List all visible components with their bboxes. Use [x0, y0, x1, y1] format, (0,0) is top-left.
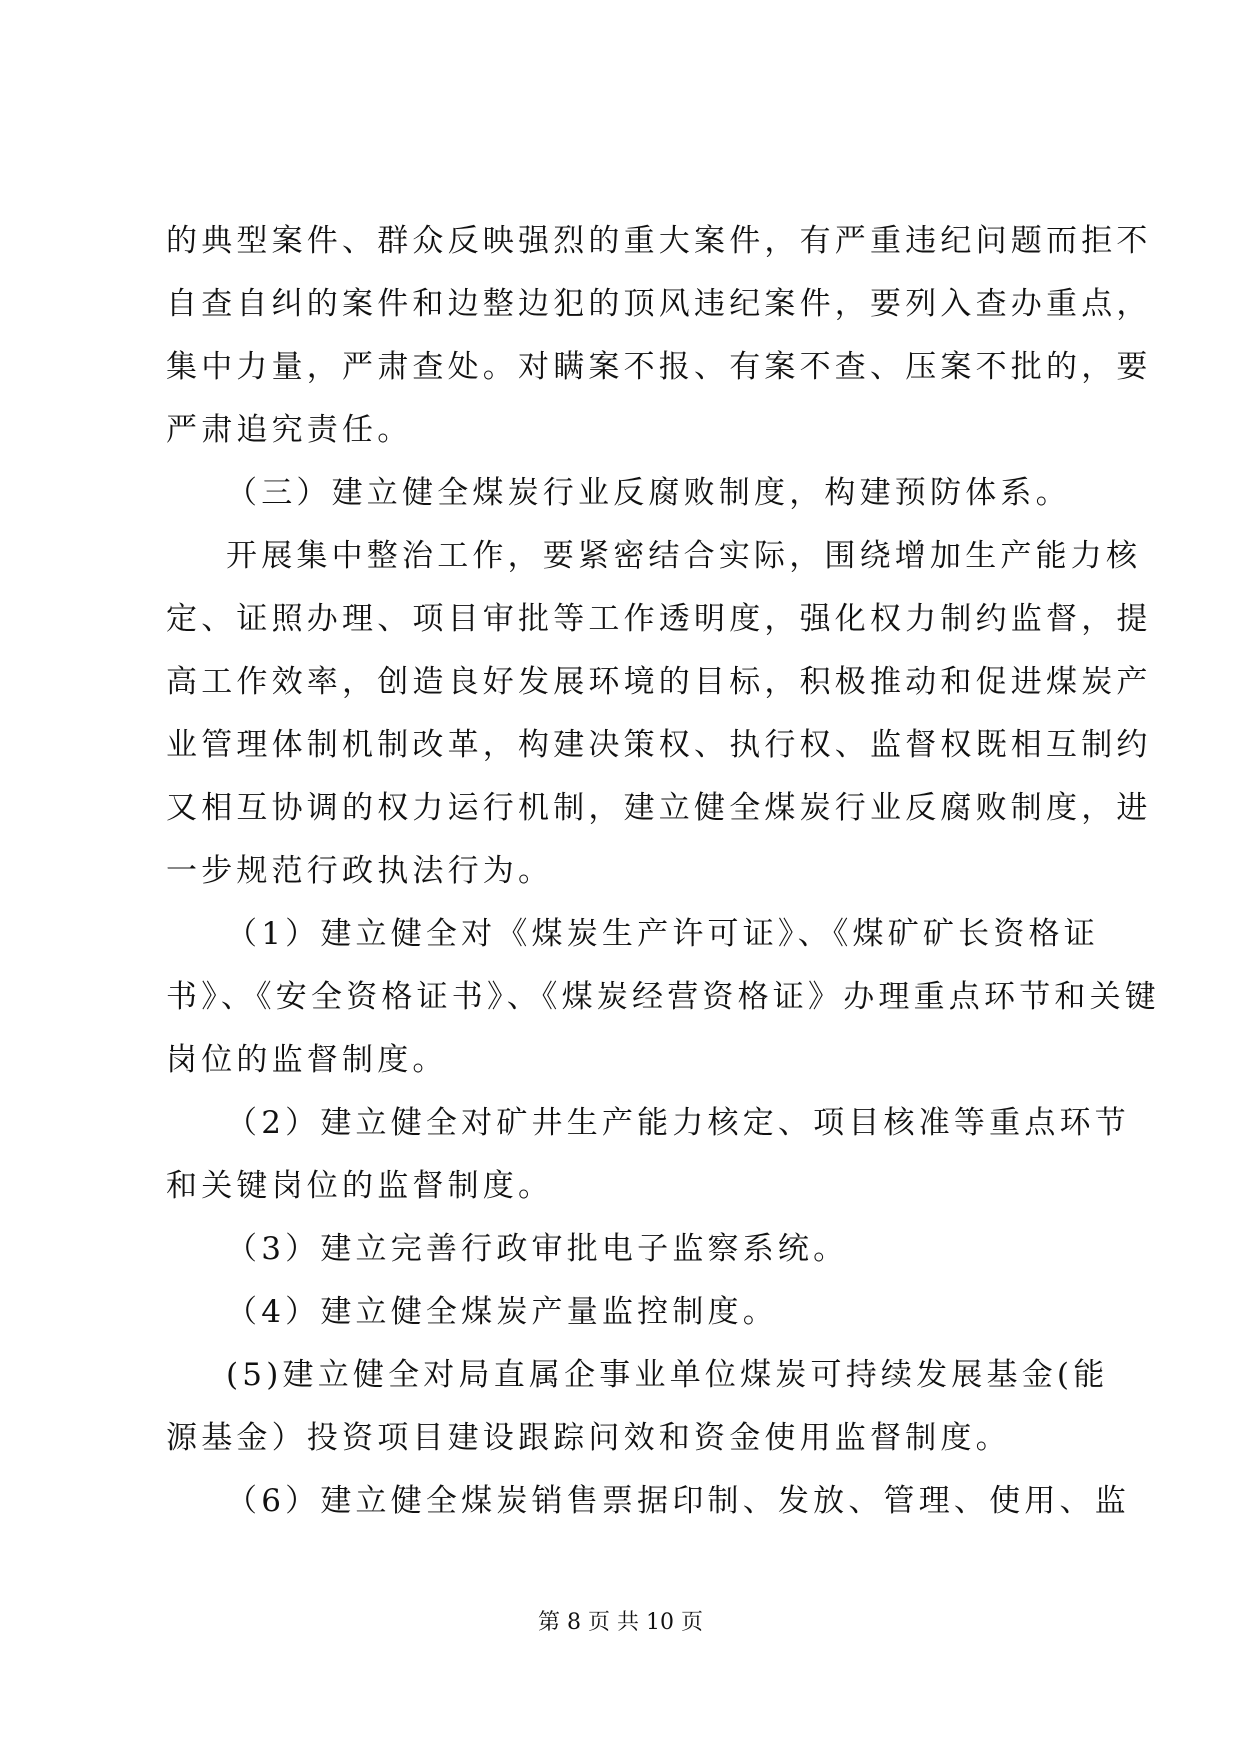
item-1-line-1: （1）建立健全对《煤炭生产许可证》、《煤矿矿长资格证 — [226, 916, 1099, 952]
paragraph-line-4: 业管理体制机制改革，构建决策权、执行权、监督权既相互制约 — [166, 727, 1152, 763]
paragraph-line-6: 一步规范行政执法行为。 — [166, 853, 554, 889]
body-text-line-2: 自查自纠的案件和边整边犯的顶风违纪案件，要列入查办重点， — [166, 286, 1152, 322]
paragraph-line-1: 开展集中整治工作，要紧密结合实际，围绕增加生产能力核 — [226, 538, 1142, 574]
item-2-line-2: 和关键岗位的监督制度。 — [166, 1168, 554, 1204]
paragraph-line-2: 定、证照办理、项目审批等工作透明度，强化权力制约监督，提 — [166, 601, 1152, 637]
body-text-line-1: 的典型案件、群众反映强烈的重大案件，有严重违纪问题而拒不 — [166, 223, 1152, 259]
section-heading: （三）建立健全煤炭行业反腐败制度，构建预防体系。 — [226, 475, 1071, 511]
item-3-line-1: （3）建立完善行政审批电子监察系统。 — [226, 1231, 849, 1267]
page-number-footer: 第 8 页 共 10 页 — [538, 1610, 703, 1635]
item-5-line-1: (5)建立健全对局直属企事业单位煤炭可持续发展基金(能 — [226, 1357, 1109, 1393]
item-2-line-1: （2）建立健全对矿井生产能力核定、项目核准等重点环节 — [226, 1105, 1130, 1141]
item-1-line-3: 岗位的监督制度。 — [166, 1042, 448, 1078]
paragraph-line-3: 高工作效率，创造良好发展环境的目标，积极推动和促进煤炭产 — [166, 664, 1152, 700]
item-4-line-1: （4）建立健全煤炭产量监控制度。 — [226, 1294, 778, 1330]
body-text-line-3: 集中力量，严肃查处。对瞒案不报、有案不查、压案不批的，要 — [166, 349, 1152, 385]
body-text-line-4: 严肃追究责任。 — [166, 412, 413, 448]
item-1-line-2: 书》、《安全资格证书》、《煤炭经营资格证》办理重点环节和关键 — [166, 979, 1160, 1015]
item-6-line-1: （6）建立健全煤炭销售票据印制、发放、管理、使用、监 — [226, 1483, 1130, 1519]
paragraph-line-5: 又相互协调的权力运行机制，建立健全煤炭行业反腐败制度，进 — [166, 790, 1152, 826]
item-5-line-2: 源基金）投资项目建设跟踪问效和资金使用监督制度。 — [166, 1420, 1011, 1456]
